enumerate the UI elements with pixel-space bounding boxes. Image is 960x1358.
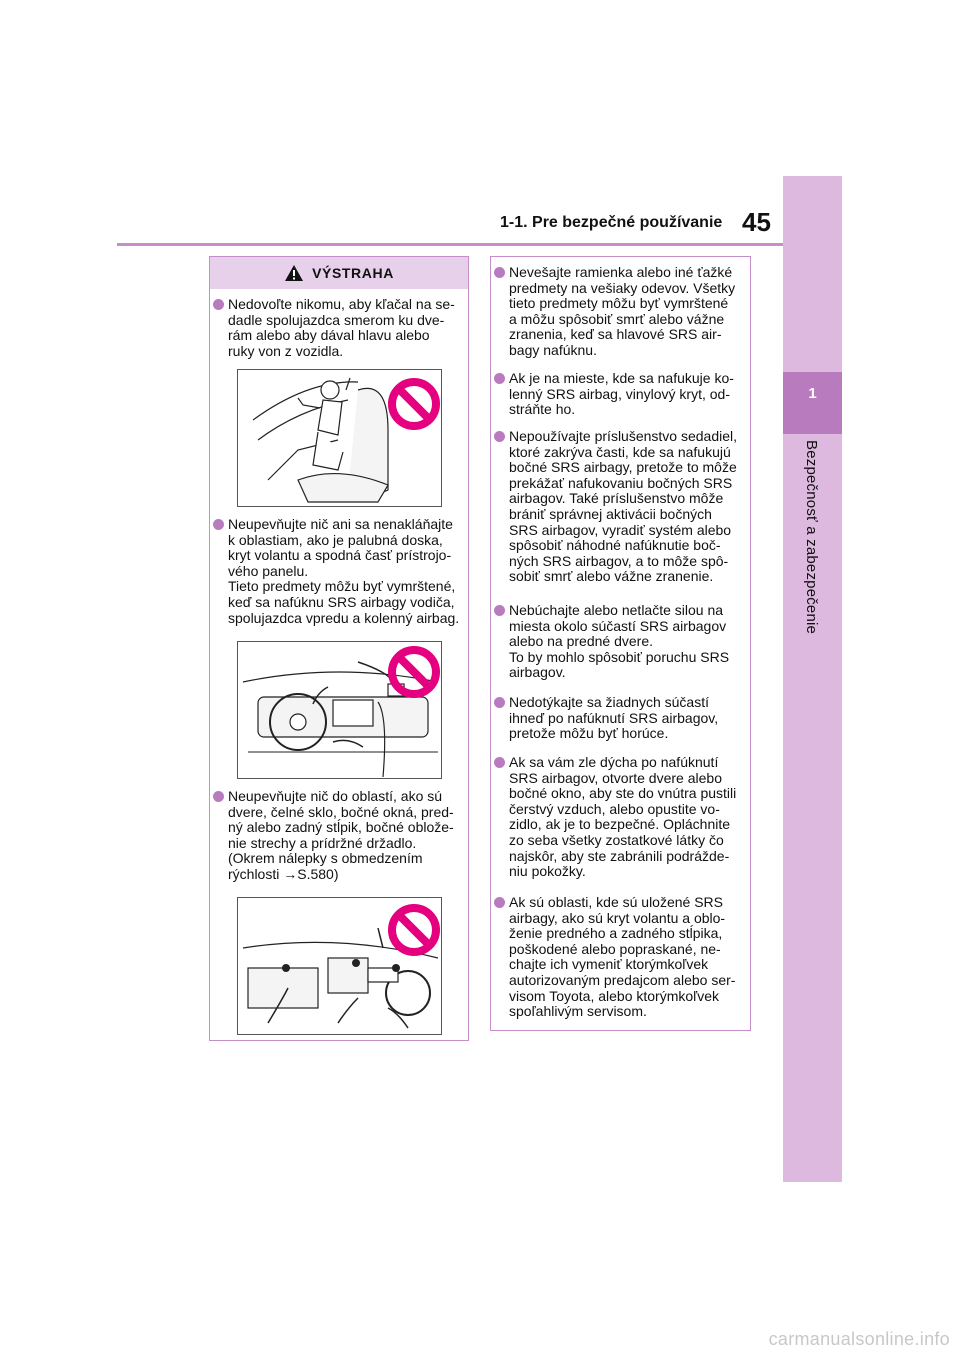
text-line: kryt volantu a spodná časť prístrojo- bbox=[228, 547, 452, 564]
text-line: pretože môžu byť horúce. bbox=[509, 725, 669, 742]
child-kneeling-on-seat-illustration bbox=[237, 369, 442, 507]
bullet-icon bbox=[213, 299, 224, 310]
text-line: čerstvý vzduch, alebo opustite vo- bbox=[509, 800, 720, 817]
text-line: To by mohlo spôsobiť poruchu SRS bbox=[509, 648, 730, 665]
text-line: bočné SRS airbagy, pretože to môže bbox=[509, 459, 737, 476]
warning-item-5 bbox=[491, 371, 768, 418]
text-line: Ak sú oblasti, kde sú uložené SRS bbox=[509, 894, 724, 910]
text-line: autorizovaným predajcom alebo ser- bbox=[509, 971, 736, 988]
text-line: alebo na predné dvere. bbox=[509, 633, 653, 650]
text-line: visom Toyota, alebo ktorýmkoľvek bbox=[509, 987, 720, 1004]
warning-item-2 bbox=[210, 517, 486, 626]
warning-box-right bbox=[490, 256, 751, 1031]
text-line: ný alebo zadný stĺpik, bočné oblože- bbox=[228, 819, 454, 836]
warning-item-3 bbox=[210, 789, 486, 883]
text-line: Nedotýkajte sa žiadnych súčastí bbox=[509, 694, 709, 710]
text-line: ných SRS airbagov, a to môže spô- bbox=[509, 552, 729, 569]
text-line: Ak je na mieste, kde sa nafukuje ko- bbox=[509, 370, 734, 386]
text-line: ženie predného a zadného stĺpika, bbox=[509, 925, 723, 942]
text-line: spoľahlivým servisom. bbox=[509, 1003, 647, 1020]
text-line: Neupevňujte nič do oblastí, ako sú bbox=[228, 788, 443, 804]
header-rule bbox=[117, 243, 783, 246]
bullet-icon bbox=[494, 605, 505, 616]
text-line: Neupevňujte nič ani sa nenakláňajte bbox=[228, 516, 453, 532]
text-line: zidlo, ak je to bezpečné. Opláchnite bbox=[509, 816, 731, 833]
text-line: (Okrem nálepky s obmedzením bbox=[228, 850, 423, 867]
text-line: airbagov. bbox=[509, 664, 566, 681]
text-line: spôsobiť náhodné nafúknutie boč- bbox=[509, 537, 721, 554]
text-line: Ak sa vám zle dýcha po nafúknutí bbox=[509, 754, 719, 770]
bullet-icon bbox=[213, 519, 224, 530]
text-line: keď sa nafúknu SRS airbagy vodiča, bbox=[228, 593, 455, 610]
warning-box-left bbox=[209, 256, 469, 1041]
warning-item-7 bbox=[491, 603, 768, 681]
chapter-number-tab bbox=[783, 372, 842, 434]
chapter-side-tab bbox=[783, 176, 842, 1182]
text-line: najskôr, aby ste zabránili podrážde- bbox=[509, 847, 730, 864]
warning-title: VÝSTRAHA bbox=[312, 265, 394, 281]
text-line: airbagy, ako sú kryt volantu a oblo- bbox=[509, 909, 726, 926]
watermark: carmanualsonline.info bbox=[768, 1329, 950, 1349]
text-line: bočné okno, aby ste do vnútra pustili bbox=[509, 785, 737, 802]
text-line: niu pokožky. bbox=[509, 863, 586, 880]
text-line: zranenia, keď sa hlavové SRS air- bbox=[509, 326, 722, 343]
bullet-icon bbox=[494, 431, 505, 442]
warning-item-10 bbox=[491, 895, 768, 1020]
prohibition-icon bbox=[386, 902, 442, 958]
warning-triangle-icon bbox=[284, 264, 304, 282]
text-line: tieto predmety môžu byť vymrštené bbox=[509, 295, 729, 312]
text-line: rám alebo aby dával hlavu alebo bbox=[228, 327, 430, 344]
warning-item-9 bbox=[491, 755, 768, 880]
text-line: dvere, čelné sklo, bočné okná, pred- bbox=[228, 803, 454, 820]
text-line: a môžu spôsobiť smrť alebo vážne bbox=[509, 310, 725, 327]
text-line: zo seba všetky zostatkové látky čo bbox=[509, 831, 724, 848]
text-line: lenný SRS airbag, vinylový kryt, od- bbox=[509, 385, 730, 402]
text-line: Nepoužívajte príslušenstvo sedadiel, bbox=[509, 428, 738, 444]
bullet-icon bbox=[494, 757, 505, 768]
text-line: chajte ich vymeniť ktorýmkoľvek bbox=[509, 956, 709, 973]
text-line: ktoré zakrýva časti, kde sa nafukujú bbox=[509, 443, 731, 460]
text-line: Nebúchajte alebo netlačte silou na bbox=[509, 602, 724, 618]
warning-item-4 bbox=[491, 265, 768, 359]
dashboard-objects-illustration bbox=[237, 641, 442, 779]
warning-header bbox=[210, 257, 468, 289]
text-line: poškodené alebo popraskané, ne- bbox=[509, 940, 721, 957]
warning-item-1 bbox=[210, 297, 486, 359]
text-line: nie strechy a prídržné držadlo. bbox=[228, 834, 417, 851]
section-title: 1-1. Pre bezpečné používanie bbox=[500, 214, 723, 231]
bullet-icon bbox=[213, 791, 224, 802]
text-line: miesta okolo súčastí SRS airbagov bbox=[509, 617, 727, 634]
chapter-number: 1 bbox=[808, 385, 817, 402]
prohibition-icon bbox=[386, 376, 442, 432]
text-line: prekážať nafukovaniu bočných SRS bbox=[509, 474, 733, 491]
bullet-icon bbox=[494, 697, 505, 708]
text-line: dadle spolujazdca smerom ku dve- bbox=[228, 311, 445, 328]
text-line: ruky von z vozidla. bbox=[228, 342, 344, 359]
warning-item-8 bbox=[491, 695, 768, 742]
text-line: predmety na vešiaky odevov. Všetky bbox=[509, 279, 736, 296]
bullet-icon bbox=[494, 267, 505, 278]
chapter-title: Bezpečnosť a zabezpečenie bbox=[803, 440, 820, 635]
warning-item-6 bbox=[491, 429, 768, 585]
text-line: brániť správnej aktivácii bočných bbox=[509, 505, 712, 522]
text-line: ihneď po nafúknutí SRS airbagov, bbox=[509, 709, 719, 726]
text-line: Nevešajte ramienka alebo iné ťažké bbox=[509, 264, 733, 280]
text-line: vého panelu. bbox=[228, 562, 309, 579]
text-line: Nedovoľte nikomu, aby kľačal na se- bbox=[228, 296, 455, 312]
page-number: 45 bbox=[742, 207, 771, 237]
text-line: SRS airbagov, vyradiť systém alebo bbox=[509, 521, 732, 538]
door-window-objects-illustration bbox=[237, 897, 442, 1035]
text-line: rýchlosti →S.580) bbox=[228, 865, 339, 882]
text-line: stráňte ho. bbox=[509, 401, 576, 418]
bullet-icon bbox=[494, 373, 505, 384]
text-line: bagy nafúknu. bbox=[509, 341, 597, 358]
bullet-icon bbox=[494, 897, 505, 908]
text-line: spolujazdca vpredu a kolenný airbag. bbox=[228, 609, 460, 626]
text-line: Tieto predmety môžu byť vymrštené, bbox=[228, 578, 456, 595]
text-line: airbagov. Také príslušenstvo môže bbox=[509, 490, 724, 507]
text-line: k oblastiam, ako je palubná doska, bbox=[228, 531, 443, 548]
text-line: SRS airbagov, otvorte dvere alebo bbox=[509, 769, 722, 786]
prohibition-icon bbox=[386, 644, 442, 700]
text-line: sobiť smrť alebo vážne zranenie. bbox=[509, 568, 714, 585]
